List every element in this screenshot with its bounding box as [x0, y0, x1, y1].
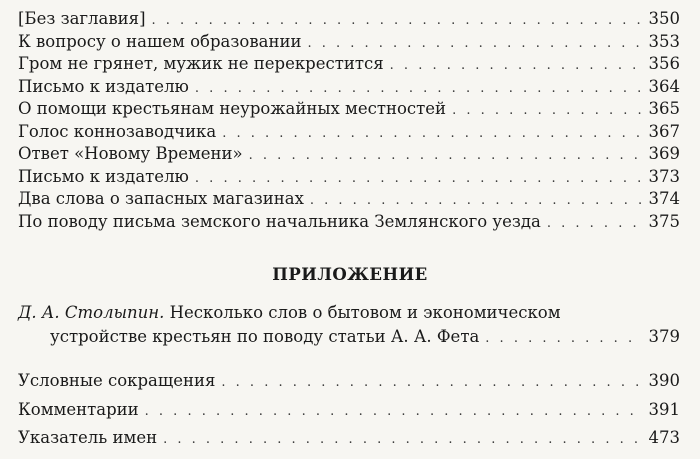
toc-entry-title: Письмо к издателю [18, 167, 189, 186]
toc-entry-page: 350 [648, 9, 680, 28]
back-matter-page: 390 [648, 371, 680, 390]
toc-entry-title: Голос коннозаводчика [18, 122, 217, 141]
dot-leader [547, 213, 643, 235]
toc-entry [18, 143, 680, 165]
toc-entry [18, 188, 680, 210]
back-matter-entry [18, 427, 680, 449]
dot-leader [195, 78, 643, 100]
dot-leader [390, 55, 643, 77]
dot-leader [145, 401, 643, 423]
back-matter-title: Комментарии [18, 400, 139, 419]
toc-entry-title: Письмо к издателю [18, 77, 189, 96]
appendix-entry [18, 301, 680, 351]
toc-entry [18, 31, 680, 53]
appendix-entry-line1 [18, 301, 680, 325]
toc-entry [18, 8, 680, 30]
toc-entry [18, 211, 680, 233]
dot-leader [195, 168, 643, 190]
appendix-title-line2: устройстве крестьян по поводу статьи А. А. Фета [50, 327, 480, 346]
toc-entry-page: 367 [648, 122, 680, 141]
toc-entry [18, 76, 680, 98]
dot-leader [222, 123, 642, 145]
toc-entry-page: 375 [648, 212, 680, 231]
toc-entry [18, 166, 680, 188]
toc-entry [18, 121, 680, 143]
toc-entry-page: 373 [648, 167, 680, 186]
dot-leader [249, 145, 643, 167]
toc-entry-page: 369 [648, 144, 680, 163]
dot-leader [485, 327, 642, 351]
toc-entry-page: 364 [648, 77, 680, 96]
back-matter-entry [18, 399, 680, 421]
toc-entry-title: К вопросу о нашем образовании [18, 32, 302, 51]
toc-entry-page: 356 [648, 54, 680, 73]
toc-entry-title: По поводу письма земского начальника Землянского уезда [18, 212, 541, 231]
toc-entry-title: Ответ «Новому Времени» [18, 144, 243, 163]
back-matter-title: Условные сокращения [18, 371, 216, 390]
toc-entry-title: Два слова о запасных магазинах [18, 189, 304, 208]
appendix-title-line1: Несколько слов о бытовом и экономическом [164, 303, 561, 322]
dot-leader [307, 33, 642, 55]
back-matter-page: 473 [648, 428, 680, 447]
appendix-entry-line2 [18, 325, 680, 351]
dot-leader [310, 190, 643, 212]
toc-entry-title: [Без заглавия] [18, 9, 146, 28]
toc-entry-title: О помощи крестьянам неурожайных местностей [18, 99, 447, 118]
back-matter-title: Указатель имен [18, 428, 158, 447]
appendix-page: 379 [648, 327, 680, 346]
dot-leader [152, 10, 643, 32]
back-matter-entry [18, 370, 680, 392]
toc-entry-page: 374 [648, 189, 680, 208]
appendix-heading: ПРИЛОЖЕНИЕ [272, 265, 428, 284]
toc-entry-title: Гром не грянет, мужик не перекрестится [18, 54, 384, 73]
toc-entry [18, 98, 680, 120]
appendix-author: Д. А. Столыпин. [18, 303, 165, 322]
dot-leader [163, 429, 642, 451]
toc-entry-page: 353 [648, 32, 680, 51]
dot-leader [452, 100, 642, 122]
toc-entry-page: 365 [648, 99, 680, 118]
dot-leader [221, 372, 642, 394]
toc-entry [18, 53, 680, 75]
back-matter-page: 391 [648, 400, 680, 419]
